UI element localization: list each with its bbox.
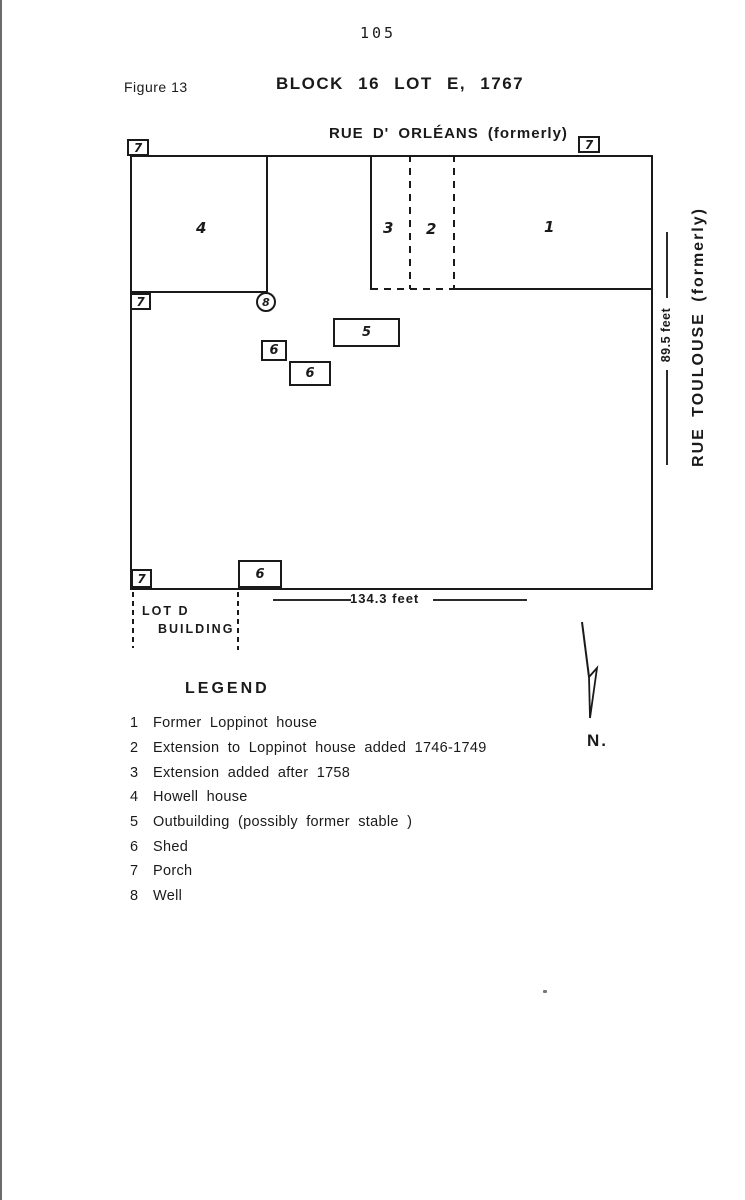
- legend-item-label: Outbuilding (possibly former stable ): [153, 814, 413, 831]
- legend-item-number: 7: [130, 863, 139, 880]
- legend-item-label: Well: [153, 888, 183, 905]
- porch-middle-left: [130, 293, 151, 310]
- building-4-label: 4: [196, 219, 207, 237]
- porch-bottom-left: [131, 569, 152, 588]
- porch-top-right: [578, 136, 600, 153]
- shed-upper: [261, 340, 287, 361]
- north-label: N.: [587, 731, 608, 750]
- legend: [130, 711, 487, 909]
- lot-d-label-line1: LOT D: [142, 604, 190, 618]
- street-label-rue-toulouse: RUE TOULOUSE (formerly): [690, 207, 707, 467]
- building-3-label: 3: [383, 219, 394, 237]
- legend-item-label: Extension added after 1758: [153, 764, 351, 781]
- height-dimension-line-bottom: [666, 370, 668, 465]
- legend-item-number: 1: [130, 715, 139, 732]
- width-dimension-line-left: [273, 599, 351, 601]
- shed-middle: [289, 361, 331, 386]
- building-2-label: 2: [426, 220, 437, 238]
- legend-item-label: Porch: [153, 863, 193, 880]
- legend-title: LEGEND: [185, 680, 270, 697]
- building-1-label: 1: [544, 218, 555, 236]
- lot-d-dashed-line-left: [132, 592, 134, 648]
- legend-item: [130, 859, 487, 884]
- building-5-label: 5: [361, 325, 372, 340]
- height-dimension-line-top: [666, 232, 668, 298]
- legend-item: [130, 736, 487, 761]
- building-3-left-wall: [370, 155, 372, 290]
- porch-top-left-label: 7: [133, 140, 143, 155]
- building-3-2-shared-dashed-wall: [409, 155, 411, 289]
- well: [256, 292, 276, 312]
- building-1-south-wall: [454, 288, 651, 290]
- width-dimension-label: 134.3 feet: [350, 591, 420, 606]
- building-5-outbuilding: [333, 318, 400, 347]
- legend-item-label: Extension to Loppinot house added 1746-1749: [153, 740, 487, 757]
- legend-item: [130, 711, 487, 736]
- legend-item-number: 5: [130, 814, 139, 831]
- scan-edge-artifact: [0, 0, 2, 1200]
- street-label-rue-dorleans: RUE D' ORLÉANS (formerly): [329, 125, 568, 142]
- shed-upper-label: 6: [269, 343, 279, 358]
- height-dimension-label: 89.5 feet: [659, 307, 673, 363]
- legend-item: [130, 785, 487, 810]
- legend-item-label: Shed: [153, 838, 189, 855]
- north-arrow-icon: [570, 612, 610, 727]
- legend-item: [130, 810, 487, 835]
- scan-speck-artifact: [543, 990, 547, 993]
- building-3-2-dashed-south-wall: [371, 288, 455, 290]
- legend-item: [130, 884, 487, 909]
- shed-middle-label: 6: [305, 366, 315, 381]
- page-number: 105: [359, 24, 397, 42]
- width-dimension-line-right: [433, 599, 527, 601]
- legend-item-number: 3: [130, 764, 139, 781]
- legend-item-number: 2: [130, 740, 139, 757]
- legend-item-label: Howell house: [153, 789, 248, 806]
- legend-item-number: 6: [130, 838, 139, 855]
- shed-bottom-label: 6: [255, 566, 265, 582]
- shed-bottom: [238, 560, 282, 588]
- legend-item-number: 4: [130, 789, 139, 806]
- figure-label: Figure 13: [124, 79, 188, 95]
- porch-middle-left-label: 7: [136, 294, 145, 309]
- well-label: 8: [262, 295, 270, 309]
- porch-top-right-label: 7: [584, 137, 594, 152]
- building-2-1-shared-dashed-wall: [453, 155, 455, 289]
- legend-item: [130, 760, 487, 785]
- lot-d-dashed-line-right: [237, 592, 239, 650]
- figure-title: BLOCK 16 LOT E, 1767: [276, 74, 525, 93]
- legend-item-number: 8: [130, 888, 139, 905]
- legend-item-label: Former Loppinot house: [153, 715, 318, 732]
- porch-bottom-left-label: 7: [137, 571, 146, 586]
- legend-item: [130, 834, 487, 859]
- porch-top-left: [127, 139, 149, 156]
- lot-d-label-line2: BUILDING: [158, 622, 235, 636]
